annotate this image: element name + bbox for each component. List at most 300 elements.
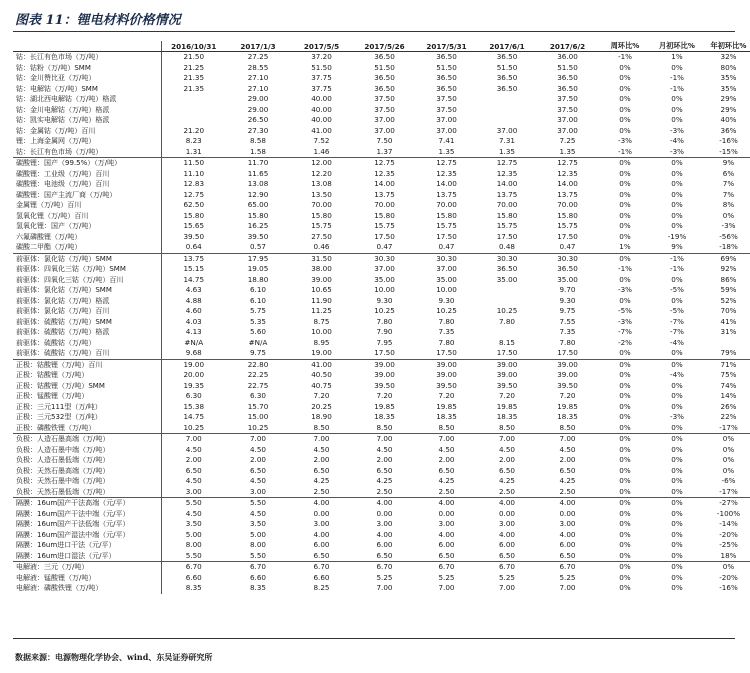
figure-title: 图表 11：锂电材料价格情况 bbox=[15, 13, 181, 28]
table-cell: 0% bbox=[619, 189, 631, 199]
table-cell: 0% bbox=[619, 179, 631, 189]
table-cell: 39.00 bbox=[416, 359, 477, 370]
table-cell: 15.80 bbox=[557, 210, 578, 220]
table-cell: 92% bbox=[720, 264, 737, 274]
table-cell: 37.75 bbox=[311, 83, 332, 93]
table-cell: 39.00 bbox=[496, 370, 518, 380]
table-cell: 0% bbox=[619, 391, 631, 401]
table-cell: 0% bbox=[722, 444, 735, 454]
table-cell: 2.50 bbox=[376, 486, 393, 496]
table-row bbox=[13, 52, 750, 63]
row-label: 碳酸锂：电池级（万/吨）百川 bbox=[13, 179, 161, 190]
table-cell: 8.50 bbox=[559, 422, 576, 432]
table-cell: 0% bbox=[671, 519, 683, 529]
price-table bbox=[13, 41, 750, 594]
table-cell: 15.80 bbox=[436, 210, 457, 220]
table-row bbox=[13, 412, 750, 423]
table-cell: 4.50 bbox=[438, 444, 455, 454]
table-cell: 18.35 bbox=[436, 412, 457, 422]
table-cell: 17.95 bbox=[226, 253, 290, 264]
table-cell: 10.25 bbox=[247, 422, 269, 432]
table-cell: 18.90 bbox=[311, 412, 332, 422]
table-cell: 6.70 bbox=[226, 562, 290, 573]
table-cell: 12.75 bbox=[477, 158, 537, 169]
table-cell: 10.65 bbox=[311, 285, 332, 295]
row-label: 氢氧化锂（万/吨）百川 bbox=[13, 211, 161, 222]
row-label: 正极：钴酸锂（万/吨）SMM bbox=[13, 381, 161, 392]
table-cell: -4% bbox=[670, 370, 684, 380]
bottom-divider bbox=[13, 638, 735, 639]
table-cell: -16% bbox=[719, 136, 738, 146]
table-cell: 14.75 bbox=[183, 274, 205, 284]
table-cell: 4.50 bbox=[185, 508, 202, 518]
table-cell bbox=[477, 285, 537, 296]
table-cell: 51.50 bbox=[436, 62, 457, 72]
table-cell: 0% bbox=[671, 508, 683, 518]
table-row bbox=[13, 519, 750, 530]
table-cell: 7% bbox=[722, 179, 735, 189]
table-cell: 9% bbox=[671, 242, 683, 252]
table-row bbox=[13, 190, 750, 201]
table-cell: 51.50 bbox=[557, 62, 578, 72]
table-cell: 4.00 bbox=[376, 529, 393, 539]
table-cell: 18.80 bbox=[247, 274, 269, 284]
table-cell: 3.00 bbox=[313, 519, 330, 529]
table-cell: -3% bbox=[618, 136, 632, 146]
table-cell: 35.00 bbox=[557, 274, 578, 284]
table-cell: 37.00 bbox=[496, 125, 518, 135]
table-cell: 0% bbox=[671, 168, 683, 178]
row-label: 钴：金川电解钴（万/吨）格派 bbox=[13, 105, 161, 116]
table-cell: 4.60 bbox=[185, 306, 202, 316]
table-cell: -17% bbox=[719, 422, 738, 432]
table-cell: 4.50 bbox=[249, 508, 266, 518]
table-cell: 8.00 bbox=[185, 540, 202, 550]
table-cell: 12.35 bbox=[374, 168, 395, 178]
table-row bbox=[13, 136, 750, 147]
table-cell: 0% bbox=[702, 434, 750, 445]
table-cell: 0% bbox=[619, 348, 631, 358]
table-cell: 0% bbox=[619, 455, 631, 465]
table-cell: -20% bbox=[719, 572, 738, 582]
column-header: 2017/6/1 bbox=[477, 41, 537, 52]
table-cell: 39.50 bbox=[436, 380, 457, 390]
table-cell: 7.80 bbox=[438, 316, 455, 326]
table-cell: 5.50 bbox=[249, 550, 266, 560]
table-cell: 15.75 bbox=[496, 221, 518, 231]
table-cell: 1.35 bbox=[498, 146, 515, 156]
table-cell: 37.00 bbox=[557, 125, 578, 135]
table-cell: 0% bbox=[671, 401, 683, 411]
table-cell: 7.20 bbox=[313, 391, 330, 401]
table-cell: 0% bbox=[671, 200, 683, 210]
table-cell: 4.00 bbox=[353, 498, 416, 509]
table-cell: 36.50 bbox=[557, 264, 578, 274]
table-cell: 8.50 bbox=[376, 422, 393, 432]
table-cell: 35.00 bbox=[436, 274, 457, 284]
row-label: 负极：人造石墨低端（万/吨） bbox=[13, 455, 161, 466]
row-label: 隔膜：16um进口干法（元/平） bbox=[13, 540, 161, 551]
table-cell: -19% bbox=[667, 231, 687, 241]
table-cell: 0.46 bbox=[313, 242, 330, 252]
table-cell: 4.50 bbox=[185, 476, 202, 486]
table-row bbox=[13, 232, 750, 243]
table-cell: 39.00 bbox=[311, 274, 332, 284]
table-cell: 7.52 bbox=[313, 136, 330, 146]
table-cell: 5.50 bbox=[226, 498, 290, 509]
table-cell: 15.75 bbox=[311, 221, 332, 231]
table-cell: 7.00 bbox=[477, 434, 537, 445]
table-row bbox=[13, 530, 750, 541]
table-cell: 0% bbox=[671, 94, 683, 104]
table-cell: 19.05 bbox=[247, 264, 269, 274]
table-cell: 0.47 bbox=[376, 242, 393, 252]
table-cell: 4.00 bbox=[313, 529, 330, 539]
table-cell: 7.20 bbox=[559, 391, 576, 401]
table-cell: 39.50 bbox=[496, 380, 518, 390]
row-label: 电解液：三元（万/吨） bbox=[13, 562, 161, 573]
table-cell: 19.85 bbox=[436, 401, 457, 411]
table-cell: 0% bbox=[619, 115, 631, 125]
table-cell: 9.75 bbox=[559, 306, 576, 316]
table-cell: -25% bbox=[719, 540, 738, 550]
table-cell: 6.10 bbox=[249, 295, 266, 305]
row-label: 钴：电解钴（万/吨）SMM bbox=[13, 84, 161, 95]
table-cell: #N/A bbox=[248, 337, 268, 347]
table-cell: 8.50 bbox=[438, 422, 455, 432]
table-cell: 7.00 bbox=[376, 583, 393, 593]
table-cell: 21.25 bbox=[183, 62, 205, 72]
table-cell: 6.00 bbox=[559, 540, 576, 550]
table-cell: 15.80 bbox=[374, 210, 395, 220]
table-cell: 4.25 bbox=[376, 476, 393, 486]
table-cell: 3.00 bbox=[559, 519, 576, 529]
table-cell: 15.38 bbox=[183, 401, 205, 411]
table-cell: 7.41 bbox=[438, 136, 455, 146]
table-cell: -27% bbox=[702, 498, 750, 509]
table-cell: 0% bbox=[671, 179, 683, 189]
table-cell: 17.50 bbox=[557, 348, 578, 358]
row-label: 碳酸锂：工业级（万/吨）百川 bbox=[13, 169, 161, 180]
table-cell: 12.75 bbox=[183, 189, 205, 199]
table-cell: 70.00 bbox=[436, 200, 457, 210]
table-cell: 37.00 bbox=[436, 264, 457, 274]
table-cell: 7.00 bbox=[416, 434, 477, 445]
table-cell: 10.25 bbox=[436, 306, 457, 316]
table-cell: -6% bbox=[721, 476, 736, 486]
table-cell: 0% bbox=[619, 210, 631, 220]
row-label: 锂：上海金属网（万/吨） bbox=[13, 136, 161, 147]
table-row bbox=[13, 498, 750, 509]
table-cell: 7.80 bbox=[438, 337, 455, 347]
table-cell: 37.00 bbox=[436, 125, 457, 135]
table-cell: 17.50 bbox=[557, 231, 578, 241]
table-cell: 1.46 bbox=[313, 146, 330, 156]
table-cell: -4% bbox=[670, 136, 684, 146]
table-cell: 13.08 bbox=[247, 179, 269, 189]
table-cell: 0% bbox=[652, 498, 702, 509]
table-cell: 0% bbox=[671, 380, 683, 390]
table-cell: 11.70 bbox=[226, 158, 290, 169]
table-cell: 7.90 bbox=[376, 327, 393, 337]
table-row bbox=[13, 370, 750, 381]
table-cell: 36.50 bbox=[496, 83, 518, 93]
table-cell: 6.50 bbox=[438, 465, 455, 475]
table-cell: 8.50 bbox=[498, 422, 515, 432]
table-cell: 4.13 bbox=[185, 327, 202, 337]
table-cell: 39.00 bbox=[436, 370, 457, 380]
table-cell: 5.25 bbox=[498, 572, 515, 582]
table-cell: 27.10 bbox=[247, 73, 269, 83]
table-cell: 14.00 bbox=[374, 179, 395, 189]
table-cell: 2.00 bbox=[249, 455, 266, 465]
table-cell: 1.35 bbox=[438, 146, 455, 156]
table-row bbox=[13, 359, 750, 370]
table-cell: 17.50 bbox=[436, 231, 457, 241]
table-row bbox=[13, 179, 750, 190]
row-label: 前驱体：氯化钴（万/吨）SMM bbox=[13, 253, 161, 264]
table-cell: 9.70 bbox=[559, 285, 576, 295]
title-divider bbox=[13, 31, 735, 32]
row-label: 隔膜：16um国产湿法中端（元/平） bbox=[13, 530, 161, 541]
table-cell: 70.00 bbox=[311, 200, 332, 210]
table-cell: 15.00 bbox=[247, 412, 269, 422]
table-cell: 9.68 bbox=[185, 348, 202, 358]
table-cell: 0% bbox=[619, 200, 631, 210]
table-cell: 36.50 bbox=[557, 73, 578, 83]
table-cell bbox=[477, 327, 537, 338]
table-row bbox=[13, 306, 750, 317]
table-cell: 20.25 bbox=[311, 401, 332, 411]
table-cell: 5.60 bbox=[249, 327, 266, 337]
table-cell: 7.80 bbox=[559, 337, 576, 347]
table-cell: 1% bbox=[619, 242, 631, 252]
table-cell: 18.35 bbox=[557, 412, 578, 422]
table-cell: 0.48 bbox=[498, 242, 515, 252]
table-cell: 0% bbox=[671, 465, 683, 475]
table-row bbox=[13, 583, 750, 594]
table-cell: 30.30 bbox=[416, 253, 477, 264]
table-cell: 0% bbox=[671, 391, 683, 401]
table-cell: 52% bbox=[720, 295, 737, 305]
row-label: 正极：三元532型（万/吨） bbox=[13, 412, 161, 423]
table-cell: 10.25 bbox=[183, 422, 205, 432]
table-cell: 20.00 bbox=[183, 370, 205, 380]
table-cell: 0% bbox=[652, 562, 702, 573]
table-cell: 0% bbox=[598, 253, 652, 264]
table-cell: 37.75 bbox=[311, 73, 332, 83]
table-cell: -3% bbox=[618, 285, 632, 295]
row-label: 正极：锰酸锂（万/吨） bbox=[13, 391, 161, 402]
table-row bbox=[13, 94, 750, 105]
table-cell: 19.35 bbox=[183, 380, 205, 390]
table-row bbox=[13, 147, 750, 158]
table-row bbox=[13, 445, 750, 456]
table-cell: 11.90 bbox=[311, 295, 332, 305]
table-cell: 37.50 bbox=[557, 94, 578, 104]
table-cell: 36.50 bbox=[496, 73, 518, 83]
table-cell: 36.00 bbox=[557, 52, 578, 62]
table-cell: 31% bbox=[720, 327, 737, 337]
table-cell: 5.25 bbox=[559, 572, 576, 582]
table-cell: -14% bbox=[719, 519, 738, 529]
row-label: 氢氧化锂：国产（万/吨） bbox=[13, 221, 161, 232]
table-cell: 19.00 bbox=[311, 348, 332, 358]
table-row bbox=[13, 63, 750, 74]
table-cell: 3.00 bbox=[185, 486, 202, 496]
row-label: 隔膜：16um国产干法中端（元/平） bbox=[13, 509, 161, 520]
table-cell: 0% bbox=[619, 476, 631, 486]
table-row bbox=[13, 264, 750, 275]
table-cell: 79% bbox=[720, 348, 737, 358]
row-label: 隔膜：16um国产干法低端（元/平） bbox=[13, 519, 161, 530]
table-cell: 6.50 bbox=[313, 550, 330, 560]
table-cell: 0% bbox=[671, 422, 683, 432]
table-cell: 0.00 bbox=[376, 508, 393, 518]
table-cell: 39.50 bbox=[374, 380, 395, 390]
table-cell: 4.50 bbox=[559, 444, 576, 454]
table-cell: 7.50 bbox=[376, 136, 393, 146]
table-cell: 6% bbox=[722, 168, 735, 178]
table-cell: -1% bbox=[618, 264, 632, 274]
table-cell: 13.75 bbox=[161, 253, 226, 264]
table-row bbox=[13, 551, 750, 562]
table-cell: 4.00 bbox=[438, 529, 455, 539]
table-row bbox=[13, 338, 750, 349]
table-cell: 0% bbox=[598, 158, 652, 169]
table-cell: 6.70 bbox=[416, 562, 477, 573]
row-label: 钴：金属钴（万/吨）百川 bbox=[13, 126, 161, 137]
table-row bbox=[13, 221, 750, 232]
table-cell: 65.00 bbox=[247, 200, 269, 210]
table-cell: 6.00 bbox=[438, 540, 455, 550]
table-cell: 2.50 bbox=[438, 486, 455, 496]
table-cell: 6.50 bbox=[498, 550, 515, 560]
table-cell: 14% bbox=[720, 391, 737, 401]
table-cell: 29% bbox=[720, 104, 737, 114]
row-label: 正极：钴酸锂（万/吨） bbox=[13, 370, 161, 381]
table-cell: 0% bbox=[619, 550, 631, 560]
column-header: 2017/6/2 bbox=[537, 41, 598, 52]
table-cell: 30.30 bbox=[537, 253, 598, 264]
table-cell: 40.00 bbox=[311, 94, 332, 104]
table-cell: 39.00 bbox=[374, 370, 395, 380]
table-cell: 7.20 bbox=[438, 391, 455, 401]
table-cell: 13.75 bbox=[496, 189, 518, 199]
table-cell: 0% bbox=[671, 583, 683, 593]
table-cell: 10.00 bbox=[374, 285, 395, 295]
row-label: 隔膜：16um国产干法高端（元/平） bbox=[13, 498, 161, 509]
column-header: 年初环比% bbox=[702, 41, 750, 52]
table-cell: 0% bbox=[598, 434, 652, 445]
table-cell: 37.20 bbox=[311, 52, 332, 62]
table-cell: 26% bbox=[720, 401, 737, 411]
table-cell: 12.35 bbox=[436, 168, 457, 178]
table-cell: 13.75 bbox=[374, 189, 395, 199]
table-cell: 10.25 bbox=[496, 306, 518, 316]
column-header: 2017/5/5 bbox=[290, 41, 353, 52]
table-cell: 10.00 bbox=[311, 327, 332, 337]
table-cell: 41.00 bbox=[311, 125, 332, 135]
table-row bbox=[13, 540, 750, 551]
table-cell: 7.20 bbox=[376, 391, 393, 401]
table-cell: 0% bbox=[598, 562, 652, 573]
table-cell: 10.00 bbox=[436, 285, 457, 295]
table-cell: 39.00 bbox=[557, 370, 578, 380]
table-row bbox=[13, 126, 750, 137]
table-cell: 38.00 bbox=[311, 264, 332, 274]
table-cell: 40.00 bbox=[311, 104, 332, 114]
table-cell: 0% bbox=[671, 486, 683, 496]
table-cell: -1% bbox=[670, 73, 684, 83]
table-cell: 39.50 bbox=[247, 231, 269, 241]
table-cell: -1% bbox=[618, 52, 632, 62]
table-cell: 11.50 bbox=[161, 158, 226, 169]
row-label: 钴：长江有色市场（万/吨） bbox=[13, 52, 161, 63]
table-cell: 14.00 bbox=[557, 179, 578, 189]
table-cell: -3% bbox=[670, 146, 684, 156]
table-cell: 26.50 bbox=[247, 115, 269, 125]
table-cell: 0% bbox=[619, 412, 631, 422]
table-cell: 13.50 bbox=[311, 189, 332, 199]
table-cell: 6.50 bbox=[313, 465, 330, 475]
table-cell: 7.35 bbox=[438, 327, 455, 337]
table-cell: 5.75 bbox=[249, 306, 266, 316]
column-header: 2017/5/26 bbox=[353, 41, 416, 52]
table-cell: #N/A bbox=[184, 337, 204, 347]
table-cell: -7% bbox=[670, 316, 684, 326]
table-cell: 2.00 bbox=[498, 455, 515, 465]
table-cell: 4.00 bbox=[416, 498, 477, 509]
table-cell: 4.03 bbox=[185, 316, 202, 326]
row-label: 负极：天然石墨高端（万/吨） bbox=[13, 466, 161, 477]
table-cell: 70.00 bbox=[496, 200, 518, 210]
table-cell: 9.30 bbox=[438, 295, 455, 305]
row-label: 正极：钴酸锂（万/吨）百川 bbox=[13, 359, 161, 370]
table-row bbox=[13, 487, 750, 498]
table-cell bbox=[161, 115, 226, 126]
row-label: 前驱体：氯化钴（万/吨）SMM bbox=[13, 285, 161, 296]
table-cell: 0% bbox=[598, 359, 652, 370]
table-cell: 0% bbox=[652, 434, 702, 445]
table-cell: 6.00 bbox=[376, 540, 393, 550]
table-cell: 21.35 bbox=[183, 83, 205, 93]
row-label: 前驱体：硫酸钴（万/吨） bbox=[13, 338, 161, 349]
table-cell: 17.50 bbox=[496, 348, 518, 358]
table-cell: 0% bbox=[671, 550, 683, 560]
table-cell: 0% bbox=[619, 519, 631, 529]
table-cell: 7.20 bbox=[498, 391, 515, 401]
column-header: 月初环比% bbox=[652, 41, 702, 52]
table-cell: 39.00 bbox=[537, 359, 598, 370]
table-cell: 12.35 bbox=[496, 168, 518, 178]
table-cell: 22.25 bbox=[247, 370, 269, 380]
table-cell: 0% bbox=[671, 104, 683, 114]
table-cell: 35% bbox=[720, 83, 737, 93]
row-label: 前驱体：硫酸钴（万/吨）百川 bbox=[13, 348, 161, 359]
table-cell: 4.00 bbox=[290, 498, 353, 509]
table-cell: 14.00 bbox=[496, 179, 518, 189]
table-cell: 0% bbox=[619, 83, 631, 93]
table-cell: 0% bbox=[722, 210, 735, 220]
table-cell: 8.35 bbox=[249, 583, 266, 593]
column-header: 2016/10/31 bbox=[161, 41, 226, 52]
table-cell: 4.88 bbox=[185, 295, 202, 305]
table-cell: 0% bbox=[619, 221, 631, 231]
table-cell: 0.57 bbox=[249, 242, 266, 252]
table-cell: 4.00 bbox=[498, 529, 515, 539]
header-name-cell bbox=[13, 41, 161, 52]
